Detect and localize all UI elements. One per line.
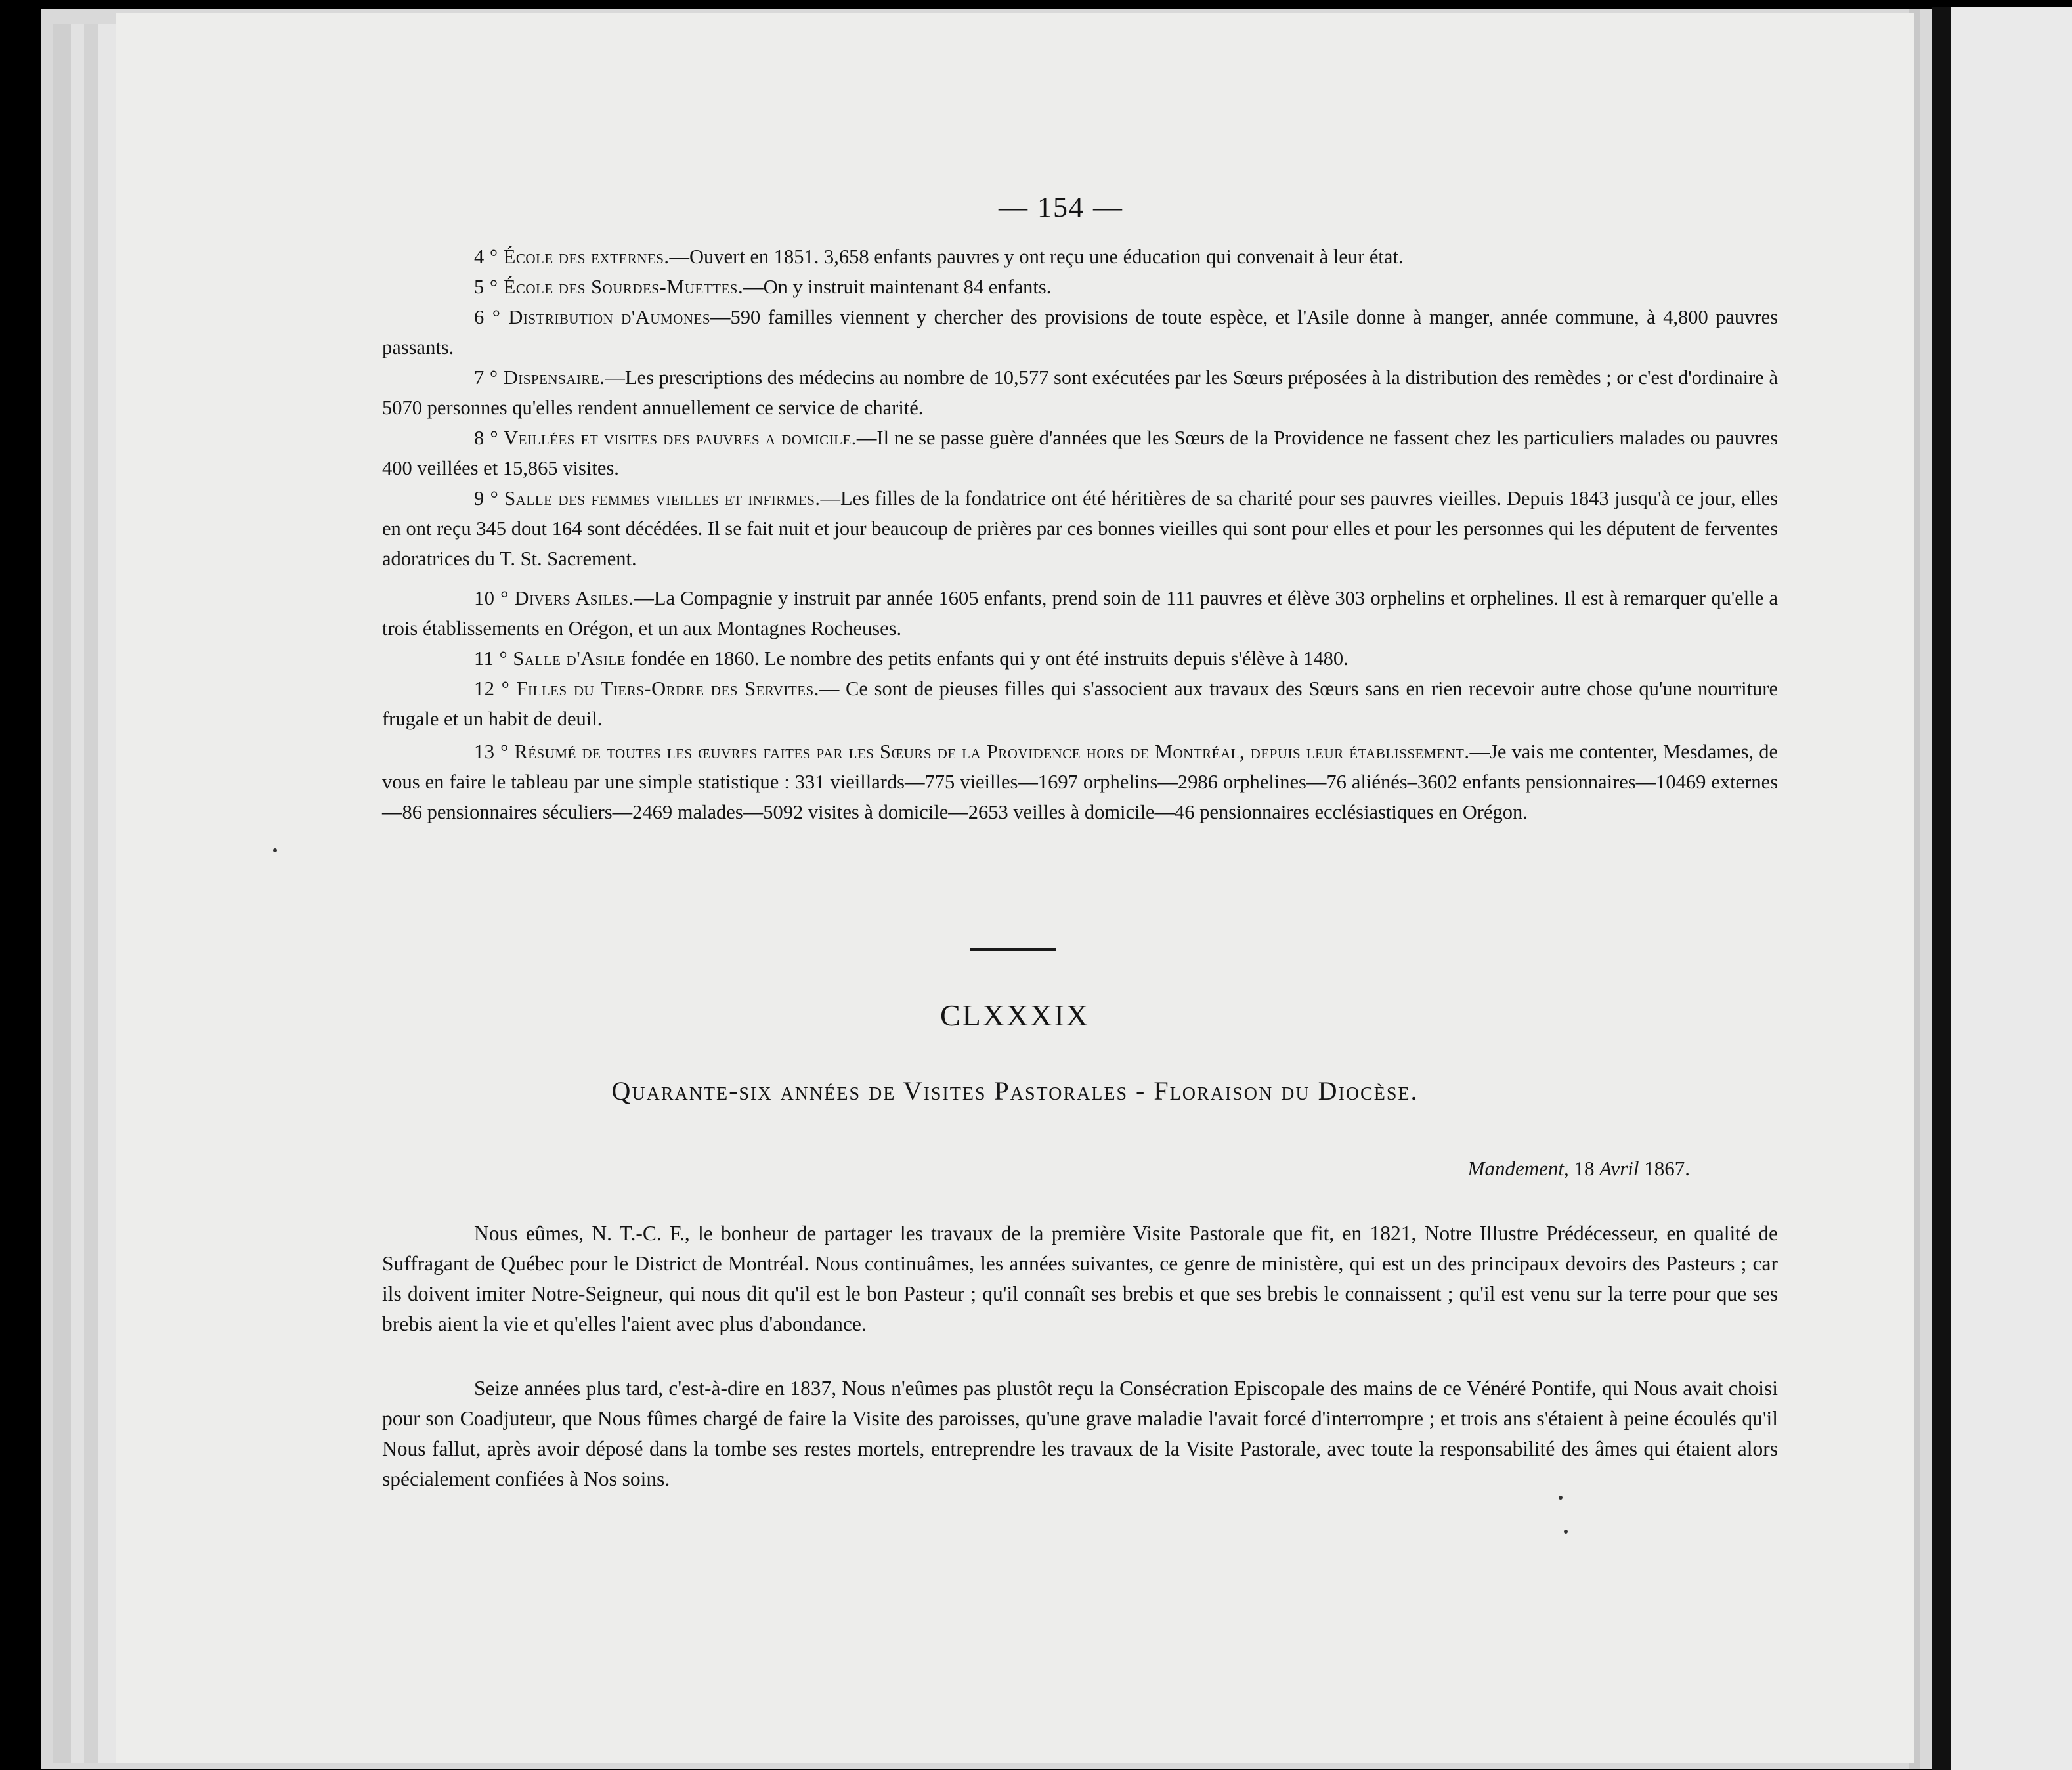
item-text: —La Compagnie y instruit par année 1605 enfants, prend soin de 111 pauvres et élève 303 orphelins et orphelines. Il est à remarquer qu'elle a trois établissements en Orégon, et un aux Montagnes Rocheuses. — [382, 587, 1778, 639]
list-item — [382, 737, 1778, 827]
item-text: —On y instruit maintenant 84 enfants. — [743, 276, 1052, 298]
item-text: —Il ne se passe guère d'années que les Sœurs de la Providence ne fassent chez les particuliers malades ou pauvres 400 veillées et 15,865 visites. — [382, 427, 1778, 479]
ink-speck — [273, 848, 277, 852]
item-text: fondée en 1860. Le nombre des petits enfants qui y ont été instruits depuis s'élève à 1480. — [626, 647, 1349, 670]
source-line — [1100, 1157, 1690, 1180]
item-text: —Les prescriptions des médecins au nombre de 10,577 sont exécutées par les Sœurs préposées à la distribution des remèdes ; or c'est d'ordinaire à 5070 personnes qu'elles rendent annuellement ce service de charité. — [382, 366, 1778, 419]
section-title: Quarante-six années de Visites Pastorales - Floraison du Diocèse. — [611, 1076, 1419, 1106]
item-text: —Je vais me contenter, Mesdames, de vous en faire le tableau par une simple statistique : 331 vieillards—775 vieilles—1697 orphelins—2986 orphelines—76 aliénés–3602 enfants pensionnaires—10469 externes—86 pensionnaires séculiers—2469 malades—5092 visites à domicile—2653 veilles à domicile—46 pensionnaires ecclésiastiques en Orégon. — [382, 741, 1778, 823]
facing-page-shadow — [1932, 7, 1951, 1770]
body-paragraph: Nous eûmes, N. T.-C. F., le bonheur de partager les travaux de la première Visite Pastorale que fit, en 1821, Notre Illustre Prédécesseur, en qualité de Suffragant de Québec pour le District de Montréal. Nous continuâmes, les années suivantes, ce genre de ministère, qui est un des principaux devoirs des Pasteurs ; car ils doivent imiter Notre-Seigneur, qui nous dit qu'il est le bon Pasteur ; qu'il connaît ses brebis et que ses brebis le connaissent ; qu'il est venu sur la terre pour que ses brebis aient la vie et qu'elles l'aient avec plus d'abondance. — [382, 1222, 1778, 1335]
list-item — [382, 643, 1778, 674]
item-lead: 10 ° Divers Asiles. — [474, 587, 634, 609]
item-lead: 11 ° Salle d'Asile — [474, 647, 626, 670]
list-item — [382, 483, 1778, 574]
facing-page — [1951, 7, 2072, 1770]
item-lead: 6 ° Distribution d'Aumones — [474, 306, 711, 328]
page-content — [116, 13, 1914, 1763]
source-document: Mandement, — [1467, 1157, 1569, 1180]
item-lead: 4 ° École des externes. — [474, 246, 670, 268]
list-item — [382, 272, 1778, 302]
section-divider — [970, 948, 1056, 951]
item-text: —Les filles de la fondatrice ont été héritières de sa charité pour ses pauvres vieilles. Depuis 1843 jusqu'à ce jour, elles en ont reçu 345 dout 164 sont décédées. Il se fait nuit et jour beaucoup de prières par ces bonnes vieilles qui sont pour elles et pour les personnes qui les députent de ferventes adoratrices du T. St. Sacrement. — [382, 487, 1778, 570]
body-paragraph: Seize années plus tard, c'est-à-dire en 1837, Nous n'eûmes pas plustôt reçu la Consécration Episcopale des mains de ce Vénéré Pontife, qui Nous avait choisi pour son Coadjuteur, que Nous fûmes chargé de faire la Visite des paroisses, qu'une grave maladie l'avait forcé d'interrompre ; et trois ans s'étaient à peine écoulés qu'il Nous fallut, après avoir déposé dans la tombe ses restes mortels, entreprendre les travaux de la Visite Pastorale, avec toute la responsabilité des âmes qui étaient alors spécialement confiées à Nos soins. — [382, 1377, 1778, 1490]
item-lead: 5 ° École des Sourdes-Muettes. — [474, 276, 744, 298]
item-text: — Ce sont de pieuses filles qui s'associent aux travaux des Sœurs sans en rien recevoir autre chose qu'une nourriture frugale et un habit de deuil. — [382, 678, 1779, 730]
ink-speck — [1559, 1496, 1563, 1500]
page — [116, 13, 1914, 1763]
section-number: CLXXXIX — [940, 999, 1090, 1032]
source-year: 1867. — [1639, 1157, 1690, 1180]
item-lead: 8 ° Veillées et visites des pauvres a domicile. — [474, 427, 857, 449]
list-item — [382, 302, 1778, 362]
item-lead: 13 ° Résumé de toutes les œuvres faites par les Sœurs de la Providence hors de Montréal, depuis leur établissement. — [474, 741, 1470, 763]
list-item — [382, 674, 1778, 734]
ink-speck — [1564, 1530, 1568, 1534]
page-number: — 154 — — [999, 191, 1123, 223]
list-item — [382, 423, 1778, 483]
item-text: —Ouvert en 1851. 3,658 enfants pauvres y ont reçu une éducation qui convenait à leur état. — [669, 246, 1404, 268]
item-lead: 12 ° Filles du Tiers-Ordre des Servites. — [474, 678, 819, 700]
source-day: 18 — [1568, 1157, 1600, 1180]
item-lead: 7 ° Dispensaire. — [474, 366, 605, 389]
item-text: —590 familles viennent y chercher des provisions de toute espèce, et l'Asile donne à manger, année commune, à 4,800 pauvres passants. — [382, 306, 1778, 358]
source-month: Avril — [1599, 1157, 1639, 1180]
item-lead: 9 ° Salle des femmes vieilles et infirmes. — [474, 487, 821, 509]
list-item — [382, 583, 1778, 643]
list-item — [382, 242, 1778, 272]
list-item — [382, 362, 1778, 423]
